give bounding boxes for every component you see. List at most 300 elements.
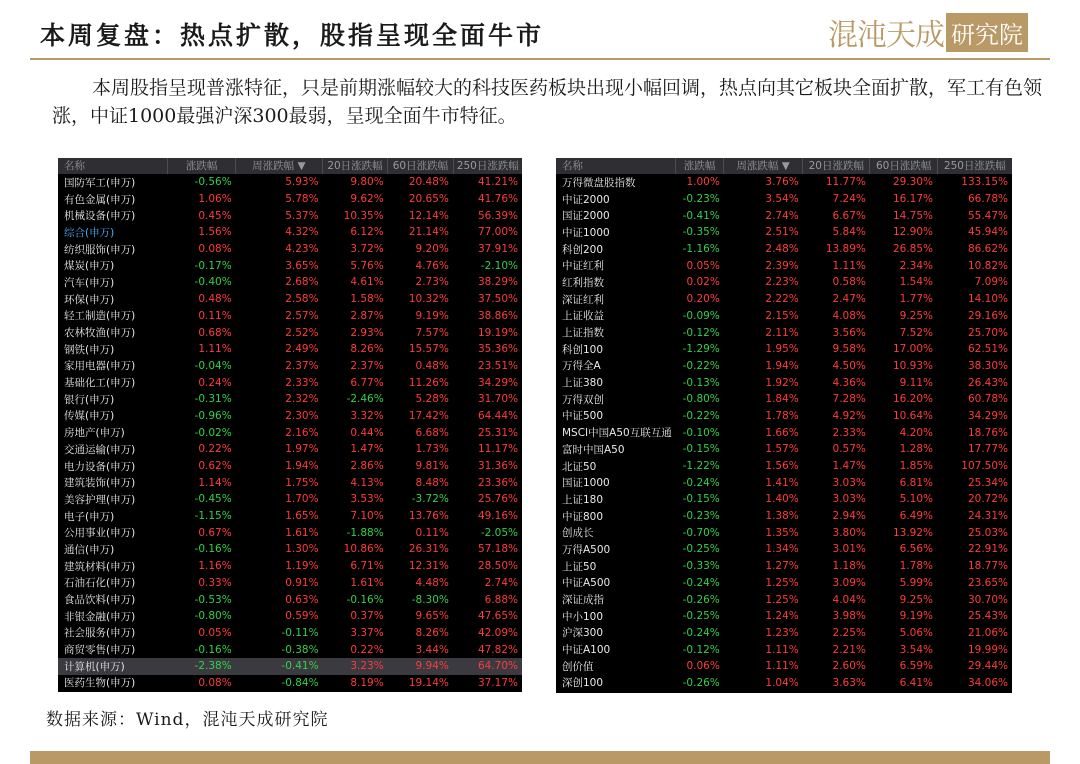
table-row[interactable] (556, 224, 1012, 241)
table-row[interactable] (556, 591, 1012, 608)
table-row[interactable] (556, 541, 1012, 558)
cell-60d-change: 3.54% (899, 643, 933, 656)
cell-name: 深证红利 (562, 293, 604, 306)
cell-name: 上证收益 (562, 310, 604, 323)
cell-20d-change: 2.25% (832, 626, 866, 639)
index-table[interactable] (556, 158, 1012, 693)
cell-250d-change: 30.70% (967, 593, 1009, 606)
cell-change: 0.20% (686, 293, 720, 306)
cell-60d-change: 13.76% (408, 510, 449, 523)
cell-week-change: 2.57% (285, 309, 319, 322)
table-row[interactable] (58, 608, 522, 625)
page-title: 本周复盘：热点扩散，股指呈现全面牛市 (40, 21, 545, 50)
cell-change: 1.16% (198, 560, 232, 573)
cell-week-change: 1.97% (285, 443, 319, 456)
cell-week-change: 1.61% (285, 526, 319, 539)
cell-20d-change: 2.87% (350, 309, 384, 322)
cell-name: 万得A500 (562, 543, 611, 556)
cell-250d-change: 21.06% (967, 626, 1009, 639)
table-row[interactable] (556, 575, 1012, 592)
table-row[interactable] (556, 625, 1012, 642)
column-header-20d-change[interactable]: 20日涨跌幅 (322, 158, 387, 174)
cell-20d-change: 1.11% (832, 259, 866, 272)
cell-week-change: 2.16% (285, 426, 319, 439)
table-row[interactable] (556, 241, 1012, 258)
cell-change: -0.96% (194, 409, 232, 422)
table-row[interactable] (58, 675, 522, 692)
cell-change: 0.62% (198, 460, 232, 473)
column-header-250d-change[interactable]: 250日涨跌幅 (937, 158, 1012, 174)
cell-change: -0.26% (682, 593, 720, 606)
table-row[interactable] (556, 658, 1012, 675)
cell-change: 0.08% (198, 243, 232, 256)
table-row[interactable] (58, 274, 522, 291)
table-row[interactable] (556, 408, 1012, 425)
logo-name: 混沌天成 (828, 18, 944, 53)
table-row[interactable] (556, 458, 1012, 475)
cell-week-change: 1.27% (765, 560, 799, 573)
cell-20d-change: 7.24% (832, 193, 866, 206)
table-row[interactable] (58, 308, 522, 325)
cell-60d-change: 5.99% (899, 576, 933, 589)
cell-week-change: -0.38% (281, 643, 319, 656)
cell-change: 1.11% (198, 343, 232, 356)
cell-20d-change: 8.19% (350, 676, 384, 689)
cell-change: -0.25% (682, 543, 720, 556)
cell-250d-change: 37.17% (477, 676, 518, 689)
cell-250d-change: 45.94% (967, 226, 1009, 239)
cell-week-change: 1.41% (765, 476, 799, 489)
cell-60d-change: 10.64% (892, 409, 933, 422)
cell-name: 中证A500 (562, 577, 611, 590)
table-row[interactable] (556, 174, 1012, 191)
cell-20d-change: 3.80% (832, 526, 866, 539)
cell-change: 0.05% (686, 259, 720, 272)
table-row[interactable] (556, 341, 1012, 358)
table-row[interactable] (58, 191, 522, 208)
table-row[interactable] (58, 641, 522, 658)
cell-change: -0.26% (682, 676, 720, 689)
cell-name: 计算机(申万) (64, 660, 125, 673)
cell-name: 纺织服饰(申万) (64, 243, 136, 256)
cell-name: 中证2000 (562, 193, 610, 206)
cell-250d-change: 38.30% (967, 359, 1009, 372)
cell-name: 有色金属(申万) (64, 193, 136, 206)
cell-20d-change: 2.93% (350, 326, 384, 339)
cell-60d-change: 2.34% (899, 259, 933, 272)
cell-20d-change: 2.86% (350, 460, 384, 473)
table-row[interactable] (556, 441, 1012, 458)
cell-name: 上证指数 (562, 327, 604, 340)
table-row[interactable] (58, 391, 522, 408)
table-row[interactable] (58, 224, 522, 241)
cell-60d-change: 26.85% (892, 243, 933, 256)
table-row[interactable] (556, 374, 1012, 391)
cell-20d-change: 4.50% (832, 359, 866, 372)
cell-60d-change: 5.10% (899, 493, 933, 506)
cell-20d-change: 3.09% (832, 576, 866, 589)
table-row[interactable] (58, 341, 522, 358)
cell-week-change: -0.84% (281, 676, 319, 689)
cell-week-change: 3.76% (765, 176, 799, 189)
cell-250d-change: 34.29% (477, 376, 518, 389)
column-header-250d-change[interactable]: 250日涨跌幅 (453, 158, 522, 174)
cell-60d-change: 17.00% (892, 343, 933, 356)
cell-name: 红利指数 (562, 276, 604, 289)
industry-table[interactable] (58, 158, 522, 692)
cell-name: 公用事业(申万) (64, 527, 136, 540)
cell-name: 钢铁(申万) (64, 343, 115, 356)
table-row[interactable] (556, 308, 1012, 325)
cell-20d-change: 2.33% (832, 426, 866, 439)
cell-250d-change: 42.09% (477, 626, 518, 639)
cell-week-change: 1.95% (765, 343, 799, 356)
cell-name: 国证1000 (562, 477, 610, 490)
cell-week-change: 2.58% (285, 293, 319, 306)
column-header-change[interactable]: 涨跌幅 (675, 158, 723, 174)
cell-20d-change: 2.21% (832, 643, 866, 656)
cell-change: -0.80% (194, 610, 232, 623)
table-row[interactable] (58, 257, 522, 274)
cell-name: 北证50 (562, 460, 597, 473)
cell-250d-change: 22.91% (967, 543, 1009, 556)
cell-change: -0.15% (682, 443, 720, 456)
cell-60d-change: 9.81% (415, 460, 449, 473)
intro-paragraph: 本周股指呈现普涨特征，只是前期涨幅较大的科技医药板块出现小幅回调，热点向其它板块全面扩散，军工有色领涨，中证1000最强沪深300最弱，呈现全面牛市特征。 (52, 77, 1043, 127)
cell-week-change: 2.52% (285, 326, 319, 339)
cell-20d-change: 1.58% (350, 293, 384, 306)
table-row[interactable] (556, 474, 1012, 491)
table-row[interactable] (556, 207, 1012, 224)
table-row[interactable] (58, 591, 522, 608)
cell-60d-change: 6.68% (415, 426, 449, 439)
cell-name: 交通运输(申万) (64, 443, 136, 456)
cell-name: 万得双创 (562, 393, 604, 406)
cell-change: 0.48% (198, 293, 232, 306)
cell-250d-change: 17.77% (967, 443, 1009, 456)
cell-20d-change: 6.77% (350, 376, 384, 389)
table-row[interactable] (556, 508, 1012, 525)
cell-250d-change: -2.10% (480, 259, 518, 272)
column-header-60d-change[interactable]: 60日涨跌幅 (387, 158, 452, 174)
cell-name: 国防军工(申万) (64, 176, 136, 189)
cell-20d-change: 0.37% (350, 610, 384, 623)
table-row[interactable] (58, 358, 522, 375)
cell-250d-change: 35.36% (477, 343, 518, 356)
table-row[interactable] (58, 207, 522, 224)
cell-name: 煤炭(申万) (64, 260, 115, 273)
table-row[interactable] (58, 374, 522, 391)
cell-name: 万得全A (562, 360, 601, 373)
cell-250d-change: 31.36% (477, 460, 518, 473)
cell-250d-change: 2.74% (484, 576, 518, 589)
cell-change: -0.15% (682, 493, 720, 506)
cell-week-change: 1.92% (765, 376, 799, 389)
brand-logo (828, 12, 1028, 52)
cell-week-change: 0.63% (285, 593, 319, 606)
cell-change: -0.10% (682, 426, 720, 439)
cell-change: -0.16% (194, 643, 232, 656)
column-header-name[interactable]: 名称 (64, 160, 85, 172)
cell-60d-change: 8.26% (415, 626, 449, 639)
cell-250d-change: 38.86% (477, 309, 518, 322)
cell-name: 机械设备(申万) (64, 210, 136, 223)
cell-60d-change: 12.31% (408, 560, 449, 573)
table-row[interactable] (58, 524, 522, 541)
cell-week-change: 1.56% (765, 460, 799, 473)
cell-change: -1.15% (194, 510, 232, 523)
cell-week-change: 2.15% (765, 309, 799, 322)
logo-tag: 研究院 (946, 13, 1028, 52)
cell-20d-change: 5.76% (350, 259, 384, 272)
cell-name: 上证180 (562, 493, 604, 506)
cell-week-change: 1.23% (765, 626, 799, 639)
cell-name: 中证A100 (562, 644, 611, 657)
cell-20d-change: 11.77% (825, 176, 866, 189)
cell-change: -0.40% (194, 276, 232, 289)
cell-change: -0.45% (194, 493, 232, 506)
cell-250d-change: 47.82% (477, 643, 518, 656)
table-row[interactable] (556, 675, 1012, 692)
cell-change: -1.29% (682, 343, 720, 356)
table-row[interactable] (58, 458, 522, 475)
cell-20d-change: 10.86% (343, 543, 384, 556)
cell-change: 0.24% (198, 376, 232, 389)
cell-20d-change: 1.47% (350, 443, 384, 456)
cell-250d-change: 66.78% (967, 193, 1009, 206)
cell-name: 石油石化(申万) (64, 577, 136, 590)
cell-250d-change: 41.21% (477, 176, 518, 189)
table-row[interactable] (556, 324, 1012, 341)
cell-250d-change: 31.70% (477, 393, 518, 406)
cell-week-change: -0.41% (281, 660, 319, 673)
table-row[interactable] (556, 558, 1012, 575)
column-header-20d-change[interactable]: 20日涨跌幅 (802, 158, 869, 174)
cell-change: 0.45% (198, 209, 232, 222)
cell-250d-change: 29.16% (967, 309, 1009, 322)
table-row[interactable] (58, 491, 522, 508)
cell-250d-change: 107.50% (961, 460, 1009, 473)
cell-change: 0.08% (198, 676, 232, 689)
header-rule (30, 58, 1050, 60)
cell-250d-change: 23.65% (967, 576, 1009, 589)
table-row[interactable] (58, 625, 522, 642)
cell-60d-change: 13.92% (892, 526, 933, 539)
cell-week-change: 1.30% (285, 543, 319, 556)
cell-change: 0.11% (198, 309, 232, 322)
column-header-name[interactable]: 名称 (562, 160, 583, 172)
cell-name: 深创100 (562, 677, 604, 690)
cell-20d-change: 0.57% (832, 443, 866, 456)
cell-250d-change: 41.76% (477, 193, 518, 206)
table-row[interactable] (58, 558, 522, 575)
cell-change: 1.14% (198, 476, 232, 489)
column-header-week-change[interactable]: 周涨跌幅 ▼ (723, 158, 802, 174)
cell-change: -0.02% (194, 426, 232, 439)
source-note: 数据来源：Wind，混沌天成研究院 (46, 710, 329, 730)
table-header (556, 158, 1012, 174)
cell-250d-change: 57.18% (477, 543, 518, 556)
cell-60d-change: 7.52% (899, 326, 933, 339)
cell-name: 富时中国A50 (562, 443, 625, 456)
cell-250d-change: 133.15% (961, 176, 1009, 189)
cell-week-change: 1.70% (285, 493, 319, 506)
cell-20d-change: 3.53% (350, 493, 384, 506)
cell-name: 国证2000 (562, 210, 610, 223)
table-row[interactable] (58, 424, 522, 441)
cell-250d-change: 37.50% (477, 293, 518, 306)
cell-name: 医药生物(申万) (64, 677, 136, 690)
table-row[interactable] (58, 575, 522, 592)
table-row[interactable] (58, 541, 522, 558)
cell-change: 0.02% (686, 276, 720, 289)
cell-250d-change: -2.05% (480, 526, 518, 539)
cell-20d-change: 9.80% (350, 176, 384, 189)
cell-name: 深证成指 (562, 594, 604, 607)
table-row[interactable] (556, 641, 1012, 658)
cell-20d-change: 4.61% (350, 276, 384, 289)
table-row[interactable] (58, 291, 522, 308)
table-row[interactable] (58, 474, 522, 491)
cell-250d-change: 56.39% (477, 209, 518, 222)
table-row[interactable] (58, 408, 522, 425)
cell-60d-change: 15.57% (408, 343, 449, 356)
cell-name: 综合(申万) (64, 226, 115, 239)
table-row[interactable] (58, 174, 522, 191)
cell-60d-change: 9.25% (899, 593, 933, 606)
cell-60d-change: 1.78% (899, 560, 933, 573)
cell-20d-change: 4.36% (832, 376, 866, 389)
cell-name: 房地产(申万) (64, 427, 125, 440)
cell-week-change: 5.93% (285, 176, 319, 189)
cell-20d-change: 3.37% (350, 626, 384, 639)
cell-60d-change: 6.49% (899, 510, 933, 523)
table-row[interactable] (556, 424, 1012, 441)
cell-change: -0.25% (682, 610, 720, 623)
cell-name: 电子(申万) (64, 510, 115, 523)
cell-20d-change: 1.61% (350, 576, 384, 589)
cell-20d-change: 13.89% (825, 243, 866, 256)
column-header-week-change[interactable]: 周涨跌幅 ▼ (235, 158, 322, 174)
cell-week-change: 1.40% (765, 493, 799, 506)
table-row[interactable] (556, 191, 1012, 208)
cell-20d-change: 5.84% (832, 226, 866, 239)
table-row[interactable] (58, 658, 522, 675)
cell-60d-change: 0.48% (415, 359, 449, 372)
cell-20d-change: 9.58% (832, 343, 866, 356)
cell-change: -0.33% (682, 560, 720, 573)
cell-20d-change: 10.35% (343, 209, 384, 222)
cell-week-change: 2.30% (285, 409, 319, 422)
table-row[interactable] (556, 524, 1012, 541)
column-header-change[interactable]: 涨跌幅 (167, 158, 234, 174)
cell-name: 银行(申万) (64, 393, 115, 406)
cell-60d-change: 6.56% (899, 543, 933, 556)
cell-change: -1.22% (682, 460, 720, 473)
cell-60d-change: 11.26% (408, 376, 449, 389)
cell-name: 轻工制造(申万) (64, 310, 136, 323)
cell-60d-change: 9.94% (415, 660, 449, 673)
table-row[interactable] (58, 508, 522, 525)
cell-week-change: 1.25% (765, 576, 799, 589)
cell-change: -0.09% (682, 309, 720, 322)
table-row[interactable] (556, 391, 1012, 408)
cell-20d-change: -0.16% (346, 593, 384, 606)
cell-60d-change: 9.65% (415, 610, 449, 623)
cell-change: -0.24% (682, 476, 720, 489)
cell-60d-change: 5.28% (415, 393, 449, 406)
cell-week-change: 1.75% (285, 476, 319, 489)
cell-name: 创价值 (562, 660, 594, 673)
cell-60d-change: 2.73% (415, 276, 449, 289)
cell-change: 0.68% (198, 326, 232, 339)
cell-name: 中证红利 (562, 260, 604, 273)
cell-week-change: 2.22% (765, 293, 799, 306)
cell-20d-change: 2.60% (832, 660, 866, 673)
cell-name: 建筑材料(申万) (64, 560, 136, 573)
cell-60d-change: 9.19% (899, 610, 933, 623)
cell-name: 中小100 (562, 610, 604, 623)
cell-250d-change: 14.10% (967, 293, 1009, 306)
table-row[interactable] (58, 441, 522, 458)
cell-week-change: 2.33% (285, 376, 319, 389)
cell-name: 传媒(申万) (64, 410, 115, 423)
cell-250d-change: 47.65% (477, 610, 518, 623)
cell-change: -0.41% (682, 209, 720, 222)
cell-name: 汽车(申万) (64, 276, 115, 289)
column-header-60d-change[interactable]: 60日涨跌幅 (869, 158, 936, 174)
table-row[interactable] (556, 257, 1012, 274)
cell-250d-change: 64.44% (477, 409, 518, 422)
cell-week-change: 5.78% (285, 193, 319, 206)
cell-250d-change: 25.43% (967, 610, 1009, 623)
cell-week-change: 2.23% (765, 276, 799, 289)
table-row[interactable] (556, 491, 1012, 508)
table-row[interactable] (556, 274, 1012, 291)
cell-change: -0.04% (194, 359, 232, 372)
cell-250d-change: 34.06% (967, 676, 1009, 689)
cell-week-change: -0.11% (281, 626, 319, 639)
cell-name: 美容护理(申万) (64, 493, 136, 506)
cell-change: -0.22% (682, 359, 720, 372)
cell-60d-change: 1.77% (899, 293, 933, 306)
cell-week-change: 1.11% (765, 660, 799, 673)
cell-60d-change: 14.75% (892, 209, 933, 222)
cell-20d-change: 6.12% (350, 226, 384, 239)
table-row[interactable] (58, 241, 522, 258)
cell-change: -0.12% (682, 643, 720, 656)
cell-change: -0.16% (194, 543, 232, 556)
table-row[interactable] (556, 608, 1012, 625)
table-row[interactable] (556, 291, 1012, 308)
cell-60d-change: 4.48% (415, 576, 449, 589)
cell-change: -0.23% (682, 510, 720, 523)
cell-name: 上证380 (562, 377, 604, 390)
cell-60d-change: 3.44% (415, 643, 449, 656)
cell-60d-change: 19.14% (408, 676, 449, 689)
cell-week-change: 5.37% (285, 209, 319, 222)
cell-name: 上证50 (562, 560, 597, 573)
cell-name: 中证500 (562, 410, 604, 423)
cell-250d-change: 25.31% (477, 426, 518, 439)
cell-change: -0.13% (682, 376, 720, 389)
table-row[interactable] (58, 324, 522, 341)
table-row[interactable] (556, 358, 1012, 375)
cell-60d-change: -8.30% (411, 593, 449, 606)
cell-60d-change: 9.11% (899, 376, 933, 389)
cell-20d-change: -1.88% (346, 526, 384, 539)
cell-change: -0.22% (682, 409, 720, 422)
